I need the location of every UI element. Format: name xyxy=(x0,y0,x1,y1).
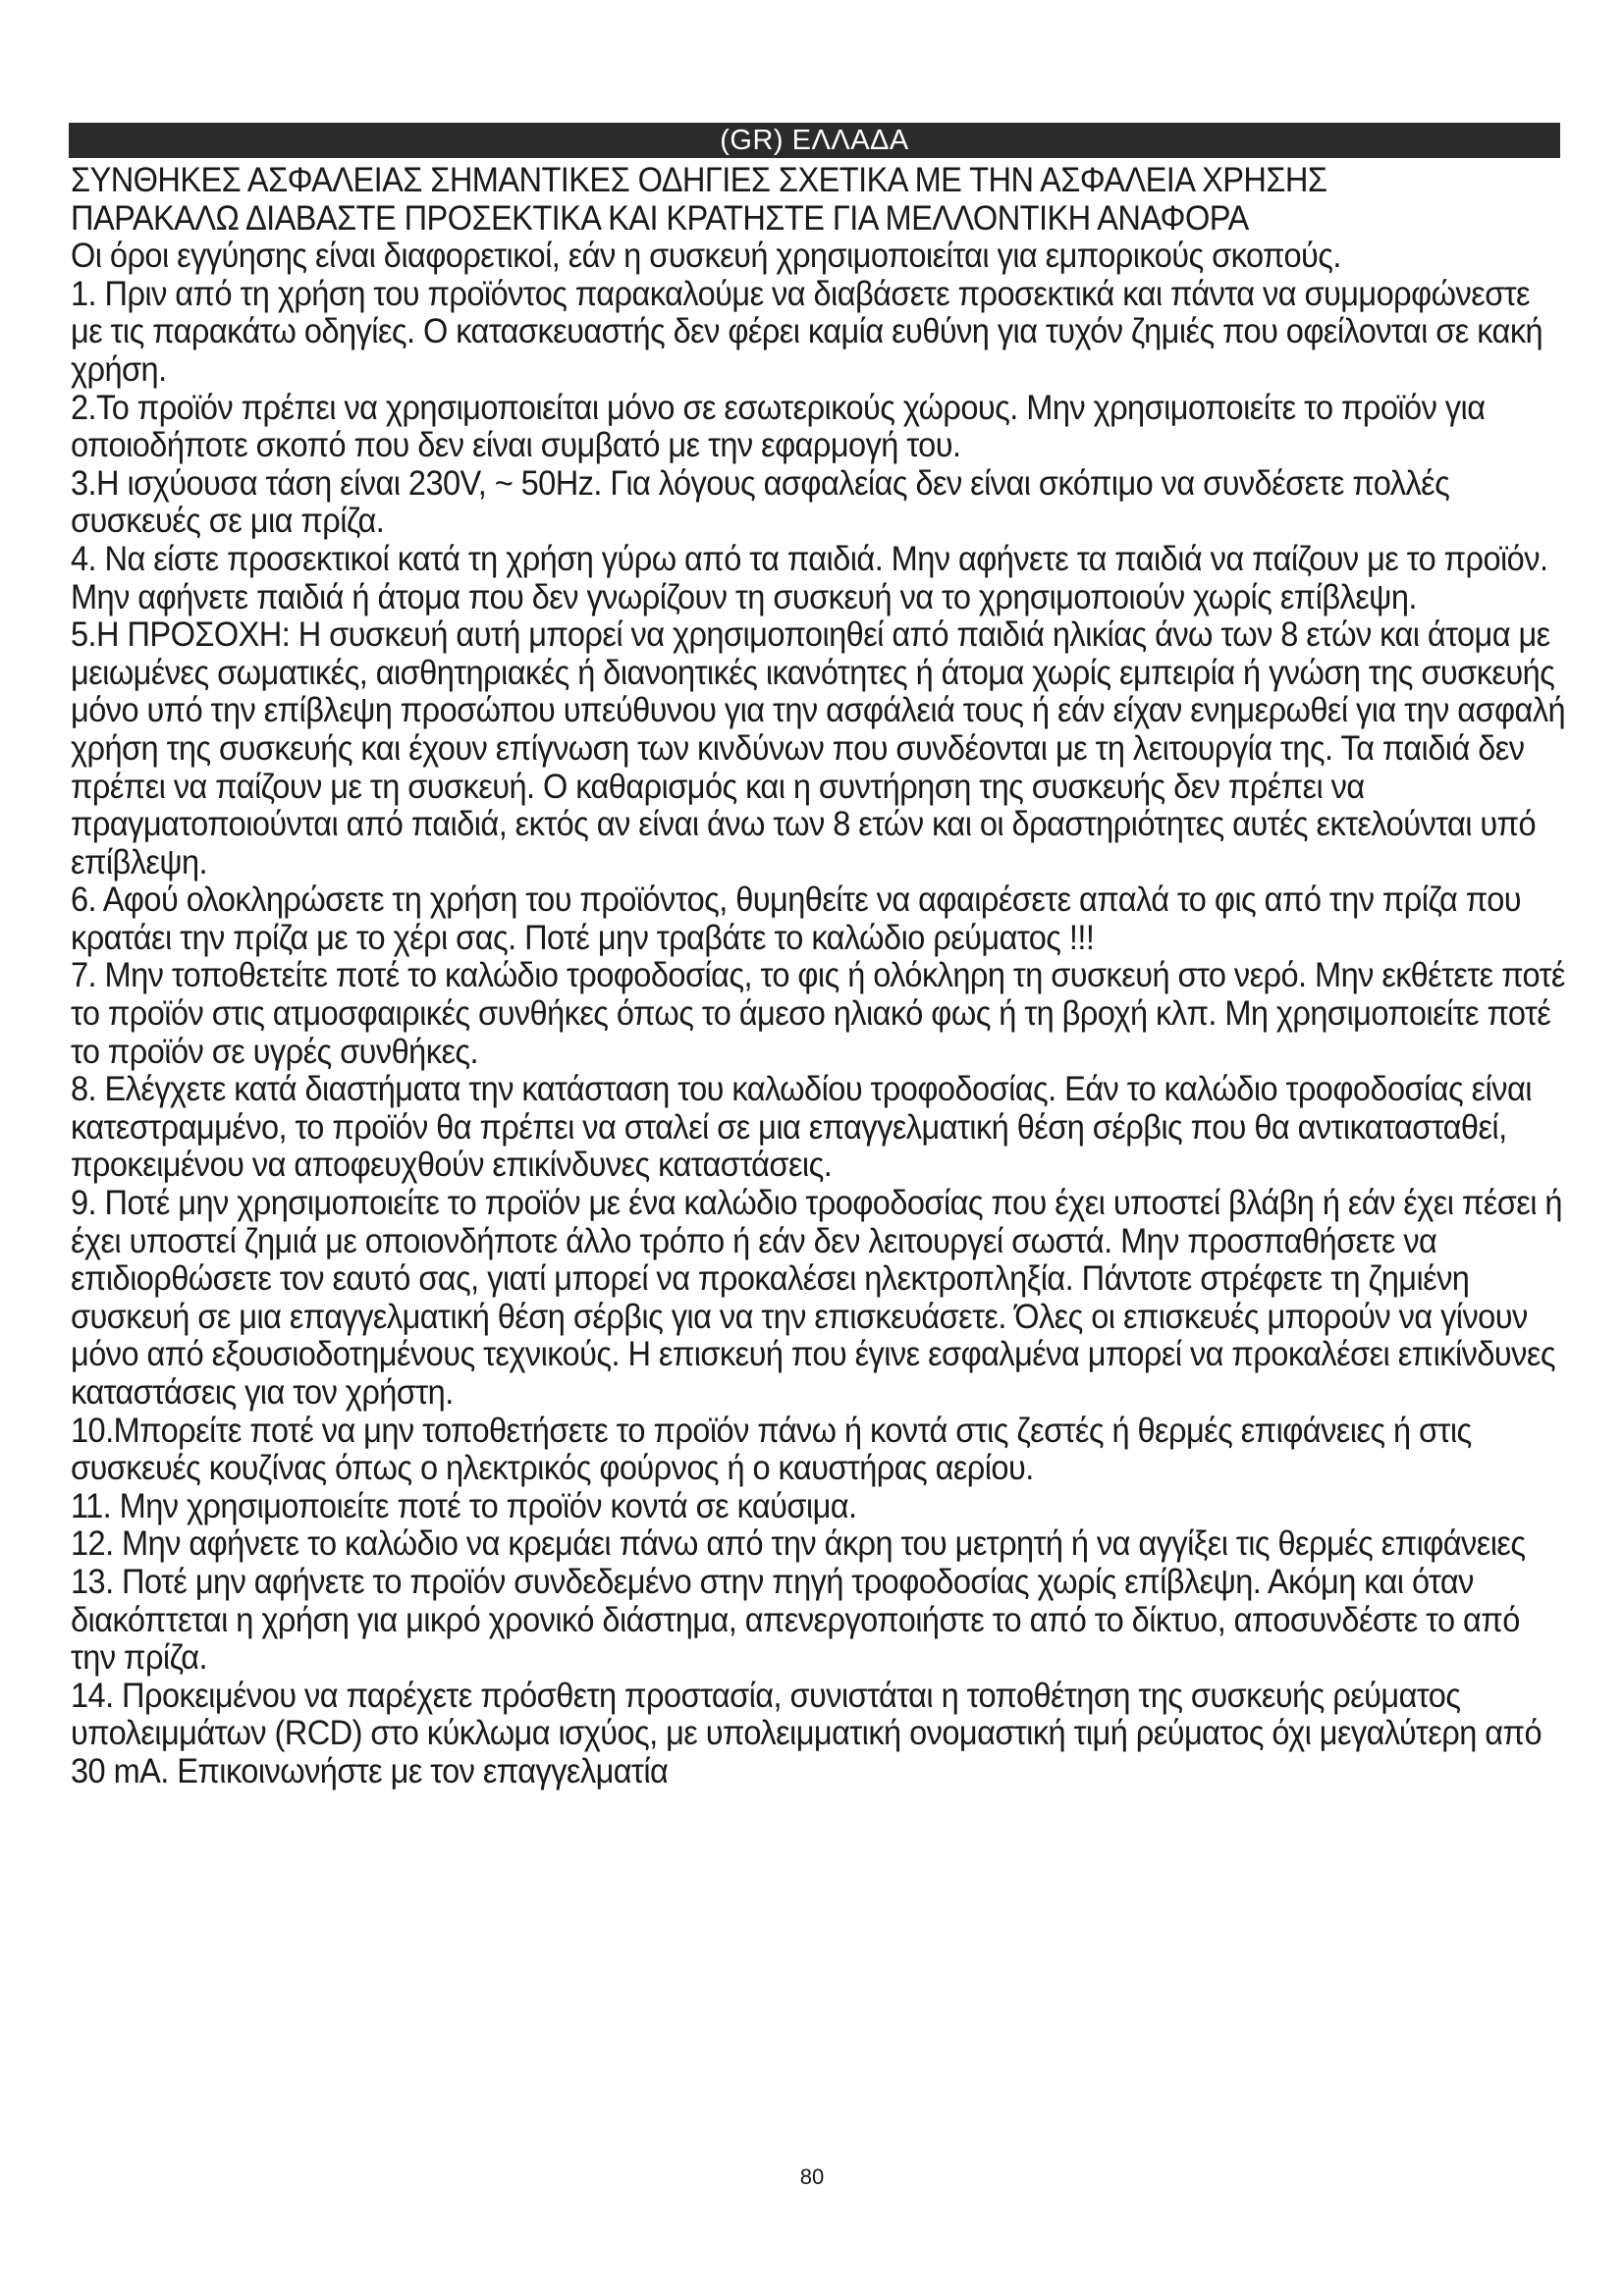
instruction-item-5: 5.Η ΠΡΟΣΟΧΗ: Η συσκευή αυτή μπορεί να χρησιμοποιηθεί από παιδιά ηλικίας άνω των 8 ετών και άτομα με μειωμένες σωματικές, αισθητηριακές ή διανοητικές ικανότητες ή άτομα χωρίς εμπειρία ή γνώση της συσκευής μόνο υπό την επίβλεψη προσώπου υπεύθυνου για την ασφάλειά τους ή εάν είχαν ενημερωθεί για την ασφαλή χρήση της συσκευής και έχουν επίγνωση των κινδύνων που συνδέονται με τη λειτουργία της. Τα παιδιά δεν πρέπει να παίζουν με τη συσκευή. Ο καθαρισμός και η συντήρηση της συσκευής δεν πρέπει να πραγματοποιούνται από παιδιά, εκτός αν είναι άνω των 8 ετών και οι δραστηριότητες αυτές εκτελούνται υπό επίβλεψη. xyxy=(71,615,1566,881)
title-line-1: ΣΥΝΘΗΚΕΣ ΑΣΦΑΛΕΙΑΣ ΣΗΜΑΝΤΙΚΕΣ ΟΔΗΓΙΕΣ ΣΧΕΤΙΚΑ ΜΕ ΤΗΝ ΑΣΦΑΛΕΙΑ ΧΡΗΣΗΣ xyxy=(71,161,1327,199)
instruction-item-14: 14. Προκειμένου να παρέχετε πρόσθετη προστασία, συνιστάται η τοποθέτηση της συσκευής ρεύματος υπολειμμάτων (RCD) στο κύκλωμα ισχύος, με υπολειμματική ονομαστική τιμή ρεύματος όχι μεγαλύτερη από 30 mA. Επικοινωνήστε με τον επαγγελματία xyxy=(71,1676,1543,1790)
instruction-item-2: 2.Το προϊόν πρέπει να χρησιμοποιείται μόνο σε εσωτερικούς χώρους. Μην χρησιμοποιείτε το προϊόν για οποιοδήποτε σκοπό που δεν είναι συμβατό με την εφαρμογή του. xyxy=(71,388,1486,465)
instruction-item-10: 10.Μπορείτε ποτέ να μην τοποθετήσετε το προϊόν πάνω ή κοντά στις ζεστές ή θερμές επιφάνειες ή στις συσκευές κουζίνας όπως ο ηλεκτρικός φούρνος ή ο καυστήρας αερίου. xyxy=(71,1411,1472,1488)
instruction-item-6: 6. Αφού ολοκληρώσετε τη χρήση του προϊόντος, θυμηθείτε να αφαιρέσετε απαλά το φις από την πρίζα που κρατάει την πρίζα με το χέρι σας. Ποτέ μην τραβάτε το καλώδιο ρεύματος !!! xyxy=(71,881,1522,957)
instruction-item-4: 4. Να είστε προσεκτικοί κατά τη χρήση γύρω από τα παιδιά. Μην αφήνετε τα παιδιά να παίζουν με το προϊόν. Μην αφήνετε παιδιά ή άτομα που δεν γνωρίζουν τη συσκευή να το χρησιμοποιούν χωρίς επίβλεψη. xyxy=(71,539,1548,616)
instruction-item-7: 7. Μην τοποθετείτε ποτέ το καλώδιο τροφοδοσίας, το φις ή ολόκληρη τη συσκευή στο νερό. Μην εκθέτετε ποτέ το προϊόν στις ατμοσφαιρικές συνθήκες όπως το άμεσο ηλιακό φως ή τη βροχή κλπ. Μη χρησιμοποιείτε ποτέ το προϊόν σε υγρές συνθήκες. xyxy=(71,956,1565,1071)
warranty-intro: Οι όροι εγγύησης είναι διαφορετικοί, εάν η συσκευή χρησιμοποιείται για εμπορικούς σκοπούς. xyxy=(71,237,1341,276)
instruction-item-3: 3.Η ισχύουσα τάση είναι 230V, ~ 50Hz. Για λόγους ασφαλείας δεν είναι σκόπιμο να συνδέσετε πολλές συσκευές σε μια πρίζα. xyxy=(71,463,1450,541)
instruction-item-8: 8. Ελέγχετε κατά διαστήματα την κατάσταση του καλωδίου τροφοδοσίας. Εάν το καλώδιο τροφοδοσίας είναι κατεστραμμένο, το προϊόν θα πρέπει να σταλεί σε μια επαγγελματική θέση σέρβις που θα αντικατασταθεί, προκειμένου να αποφευχθούν επικίνδυνες καταστάσεις. xyxy=(71,1070,1532,1185)
instruction-item-9: 9. Ποτέ μην χρησιμοποιείτε το προϊόν με ένα καλώδιο τροφοδοσίας που έχει υποστεί βλάβη ή εάν έχει πέσει ή έχει υποστεί ζημιά με οποιονδήποτε άλλο τρόπο ή εάν δεν λειτουργεί σωστά. Μην προσπαθήσετε να επιδιορθώσετε τον εαυτό σας, γιατί μπορεί να προκαλέσει ηλεκτροπληξία. Πάντοτε στρέφετε τη ζημιένη συσκευή σε μια επαγγελματική θέση σέρβις για να την επισκευάσετε. Όλες οι επισκευές μπορούν να γίνουν μόνο από εξουσιοδοτημένους τεχνικούς. Η επισκευή που έγινε εσφαλμένα μπορεί να προκαλέσει επικίνδυνες καταστάσεις για τον χρήστη. xyxy=(71,1184,1562,1412)
section-header-bar: (GR) ΕΛΛΑΔΑ xyxy=(69,123,1560,158)
safety-instructions xyxy=(71,162,1568,1791)
instruction-item-11: 11. Μην χρησιμοποιείτε ποτέ το προϊόν κοντά σε καύσιμα. xyxy=(71,1486,857,1525)
instruction-item-1: 1. Πριν από τη χρήση του προϊόντος παρακαλούμε να διαβάσετε προσεκτικά και πάντα να συμμορφώνεστε με τις παρακάτω οδηγίες. Ο κατασκευαστής δεν φέρει καμία ευθύνη για τυχόν ζημιές που οφείλονται σε κακή χρήση. xyxy=(71,274,1543,389)
title-line-2: ΠΑΡΑΚΑΛΩ ΔΙΑΒΑΣΤΕ ΠΡΟΣΕΚΤΙΚΑ ΚΑΙ ΚΡΑΤΗΣΤΕ ΓΙΑ ΜΕΛΛΟΝΤΙΚΗ ΑΝΑΦΟΡΑ xyxy=(71,198,1249,238)
page-number: 80 xyxy=(799,2164,825,2189)
instruction-item-12: 12. Μην αφήνετε το καλώδιο να κρεμάει πάνω από την άκρη του μετρητή ή να αγγίξει τις θερμές επιφάνειες xyxy=(71,1524,1526,1564)
instruction-item-13: 13. Ποτέ μην αφήνετε το προϊόν συνδεδεμένο στην πηγή τροφοδοσίας χωρίς επίβλεψη. Ακόμη και όταν διακόπτεται η χρήση για μικρό χρονικό διάστημα, απενεργοποιήστε το από το δίκτυο, αποσυνδέστε το από την πρίζα. xyxy=(71,1562,1520,1678)
